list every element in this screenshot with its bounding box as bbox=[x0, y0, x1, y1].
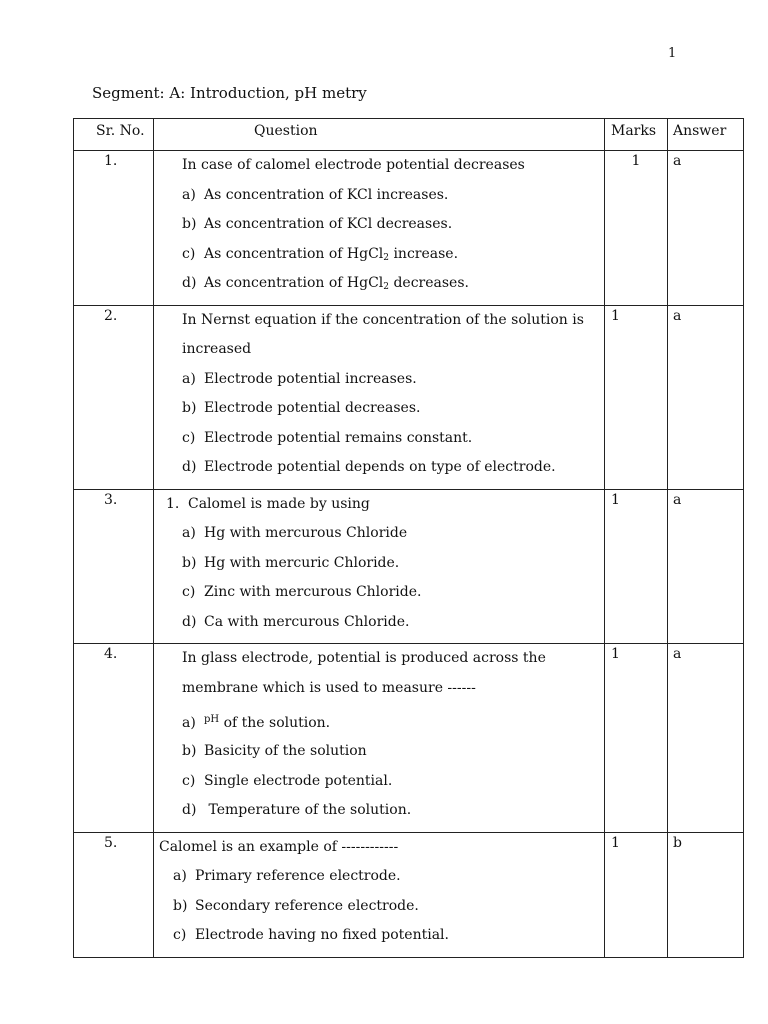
answer: a bbox=[668, 151, 744, 306]
sr-no: 2. bbox=[74, 305, 154, 489]
question-cell bbox=[154, 644, 605, 833]
question-cell bbox=[154, 151, 605, 306]
sr-no: 3. bbox=[74, 489, 154, 644]
answer: b bbox=[668, 832, 744, 957]
table-row bbox=[74, 151, 744, 306]
option-a: a) As concentration of KCl increases. bbox=[182, 186, 449, 203]
page-number: 1 bbox=[668, 46, 677, 61]
marks: 1 bbox=[605, 489, 668, 644]
question-stem: In glass electrode, potential is produced across the bbox=[182, 650, 546, 666]
header-question: Question bbox=[154, 119, 605, 151]
option-b: b) Hg with mercuric Chloride. bbox=[182, 554, 400, 571]
question-table bbox=[73, 118, 744, 958]
marks: 1 bbox=[605, 644, 668, 833]
answer: a bbox=[668, 305, 744, 489]
option-c: c) Zinc with mercurous Chloride. bbox=[182, 584, 422, 600]
option-d: d) Electrode potential depends on type of electrode. bbox=[182, 459, 556, 475]
option-b: b) Electrode potential decreases. bbox=[182, 400, 421, 416]
option-c: c) Electrode having no fixed potential. bbox=[173, 927, 449, 943]
option-d: d) As concentration of HgCl$_2$ decreases. bbox=[182, 275, 469, 292]
option-d: d) Temperature of the solution. bbox=[182, 802, 412, 818]
marks: 1 bbox=[605, 305, 668, 489]
question-cell bbox=[154, 305, 605, 489]
table-header-row bbox=[74, 119, 744, 151]
question-cell bbox=[154, 489, 605, 644]
answer: a bbox=[668, 644, 744, 833]
option-a: a) Electrode potential increases. bbox=[182, 370, 417, 387]
option-b: b) As concentration of KCl decreases. bbox=[182, 216, 453, 232]
header-marks: Marks bbox=[605, 119, 668, 151]
table-row bbox=[74, 832, 744, 957]
option-c: c) Electrode potential remains constant. bbox=[182, 429, 473, 446]
answer: a bbox=[668, 489, 744, 644]
question-stem: membrane which is used to measure ------ bbox=[182, 679, 476, 696]
marks: 1 bbox=[605, 151, 668, 306]
question-stem: 1. Calomel is made by using bbox=[166, 495, 370, 512]
option-a: a) Primary reference electrode. bbox=[173, 868, 401, 884]
table-row bbox=[74, 305, 744, 489]
question-cell bbox=[154, 832, 605, 957]
option-d: d) Ca with mercurous Chloride. bbox=[182, 613, 410, 630]
option-b: b) Basicity of the solution bbox=[182, 743, 367, 759]
option-a: a) Hg with mercurous Chloride bbox=[182, 525, 408, 541]
table-row bbox=[74, 489, 744, 644]
question-stem: increased bbox=[182, 341, 252, 357]
option-a: a) $^{pH}$ of the solution. bbox=[182, 714, 331, 731]
sr-no: 4. bbox=[74, 644, 154, 833]
sr-no: 1. bbox=[74, 151, 154, 306]
header-answer: Answer bbox=[668, 119, 744, 151]
question-stem: Calomel is an example of ------------ bbox=[159, 838, 399, 855]
option-c: c) As concentration of HgCl$_2$ increase. bbox=[182, 245, 459, 263]
segment-title: Segment: A: Introduction, pH metry bbox=[92, 84, 367, 102]
question-stem: In Nernst equation if the concentration of the solution is bbox=[182, 311, 584, 328]
option-c: c) Single electrode potential. bbox=[182, 772, 393, 789]
table-row bbox=[74, 644, 744, 833]
question-stem: In case of calomel electrode potential decreases bbox=[182, 157, 525, 173]
option-b: b) Secondary reference electrode. bbox=[173, 897, 419, 914]
header-sr-no: Sr. No. bbox=[74, 119, 154, 151]
sr-no: 5. bbox=[74, 832, 154, 957]
marks: 1 bbox=[605, 832, 668, 957]
